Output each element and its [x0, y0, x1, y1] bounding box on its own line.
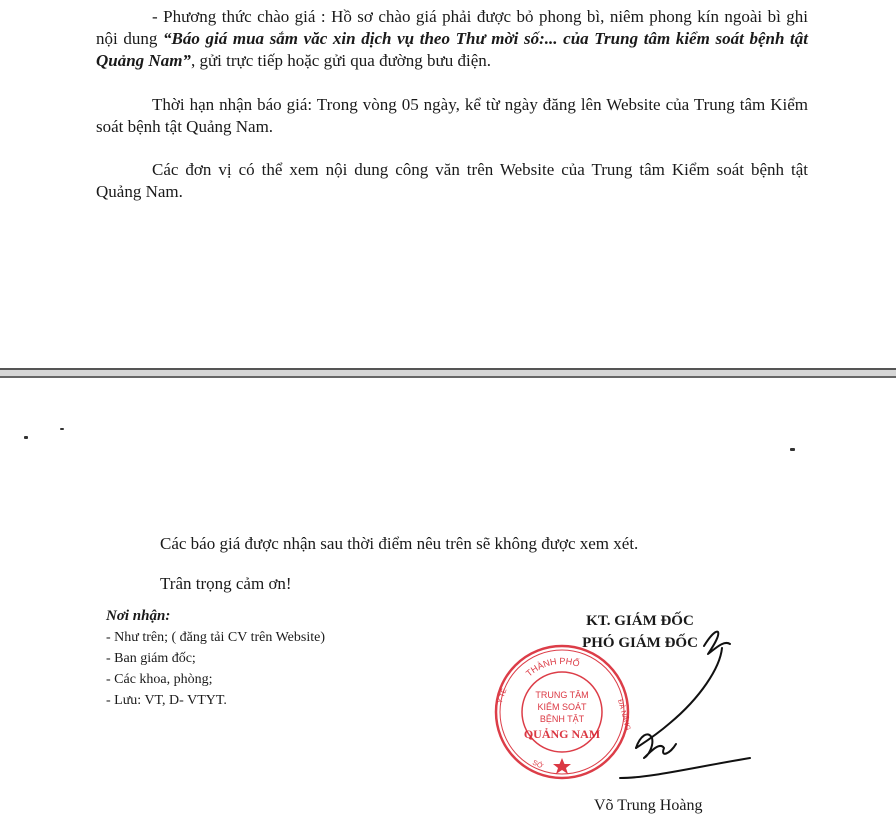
- signature-line-1: KT. GIÁM ĐỐC: [586, 613, 694, 629]
- scan-speck: [24, 436, 28, 439]
- stamp-ring-bottom: SỞ: [531, 759, 544, 771]
- recipient-item: - Lưu: VT, D- VTYT.: [106, 693, 227, 708]
- recipients-block: [106, 606, 466, 711]
- paragraph-deadline: Thời hạn nhận báo giá: Trong vòng 05 ngày, kể từ ngày đăng lên Website của Trung tâm Kiểm soát bệnh tật Quảng Nam.: [96, 95, 808, 136]
- signature-line-2: PHÓ GIÁM ĐỐC: [582, 635, 698, 651]
- stamp-center-2: KIỂM SOÁT: [537, 702, 587, 712]
- scan-speck: [60, 428, 64, 430]
- page-top: [0, 0, 896, 368]
- recipient-item: - Các khoa, phòng;: [106, 672, 213, 687]
- stamp-center-3: BỆNH TẬT: [539, 714, 585, 724]
- envelope-label: “Báo giá mua sắm văc xin dịch vụ theo Thư mời số:... của Trung tâm kiểm soát bệnh tật Quảng Nam”: [96, 29, 808, 70]
- paragraph-quotation-method: - Phương thức chào giá : Hồ sơ chào giá phải được bỏ phong bì, niêm phong kín ngoài bì ghi nội dung “Báo giá mua sắm văc xin dịch vụ theo Thư mời số:... của Trung tâm kiểm soát bệnh tật Quảng Nam”, gửi trực tiếp hoặc gửi qua đường bưu điện.: [96, 7, 808, 70]
- stamp-ring-left: Y TẾ: [496, 687, 509, 705]
- signer-name: Võ Trung Hoàng: [594, 797, 703, 814]
- star-icon: [553, 758, 571, 774]
- recipient-item: - Ban giám đốc;: [106, 651, 196, 666]
- recipients-title: Nơi nhận:: [106, 608, 171, 624]
- thanks-line: Trân trọng cảm ơn!: [160, 574, 292, 593]
- late-quotes-note: Các báo giá được nhận sau thời điểm nêu trên sẽ không được xem xét.: [160, 534, 639, 553]
- handwritten-signature: [600, 618, 760, 788]
- paragraph-website: Các đơn vị có thể xem nội dung công văn trên Website của Trung tâm Kiểm soát bệnh tật Quảng Nam.: [96, 160, 808, 201]
- scan-speck: [790, 448, 795, 451]
- stamp-center-4: QUẢNG NAM: [523, 727, 601, 741]
- stamp-ring-right: ĐÀ NẴNG: [616, 698, 632, 732]
- page-bottom: [0, 378, 896, 823]
- page-divider: [0, 368, 896, 378]
- recipient-item: - Như trên; ( đăng tải CV trên Website): [106, 630, 326, 645]
- stamp-ring-top: THÀNH PHỐ: [523, 655, 581, 679]
- stamp-center-1: TRUNG TÂM: [535, 690, 589, 700]
